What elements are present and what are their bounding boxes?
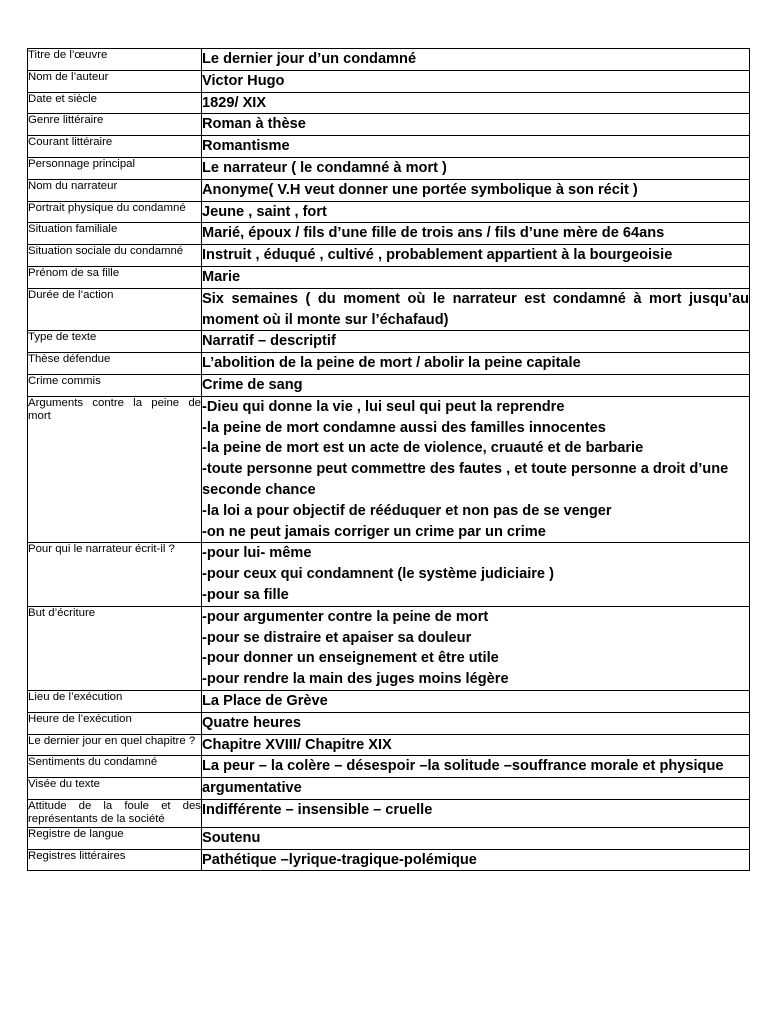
row-type-texte (28, 331, 750, 353)
value-line: -on ne peut jamais corriger un crime par un crime (202, 523, 546, 540)
value-line: Six semaines ( du moment où le narrateur est condamné à mort jusqu’au moment où il monte sur l’échafaud) (202, 290, 749, 328)
value-line: Victor Hugo (202, 72, 285, 89)
value-line: Soutenu (202, 829, 261, 846)
summary-table-body (28, 49, 750, 871)
row-pour-qui (28, 543, 750, 606)
value-narrateur (202, 179, 750, 201)
value-line: -pour se distraire et apaiser sa douleur (202, 629, 472, 646)
value-date (202, 92, 750, 114)
value-situation-familiale (202, 223, 750, 245)
value-registres-litteraires (202, 849, 750, 871)
value-line: -toute personne peut commettre des fautes , et toute personne a droit d’une seconde chance (202, 461, 729, 498)
value-crime (202, 374, 750, 396)
label-narrateur: Nom du narrateur (28, 179, 202, 201)
row-crime (28, 374, 750, 396)
label-duree: Durée de l’action (28, 288, 202, 331)
row-date (28, 92, 750, 114)
value-line: Narratif – descriptif (202, 333, 336, 350)
value-situation-sociale (202, 245, 750, 267)
value-line: La Place de Grève (202, 692, 328, 709)
value-line: Romantisme (202, 138, 290, 155)
value-pour-qui (202, 543, 750, 606)
label-genre: Genre littéraire (28, 114, 202, 136)
label-lieu: Lieu de l’exécution (28, 690, 202, 712)
label-registres-litteraires: Registres littéraires (28, 849, 202, 871)
value-line: Marié, époux / fils d’une fille de trois ans / fils d’une mère de 64ans (202, 225, 665, 242)
label-attitude: Attitude de la foule et des représentants de la société (28, 799, 201, 826)
row-personnage (28, 157, 750, 179)
label-pour-qui: Pour qui le narrateur écrit-il ? (28, 543, 202, 606)
label-registre-langue: Registre de langue (28, 827, 202, 849)
value-sentiments (202, 756, 750, 778)
label-situation-familiale: Situation familiale (28, 223, 202, 245)
value-line: argumentative (202, 780, 302, 797)
value-arguments (202, 396, 750, 543)
value-line: Le narrateur ( le condamné à mort ) (202, 159, 447, 176)
label-situation-sociale: Situation sociale du condamné (28, 245, 202, 267)
row-attitude (28, 799, 750, 827)
row-lieu (28, 690, 750, 712)
value-portrait (202, 201, 750, 223)
row-heure (28, 712, 750, 734)
row-visee (28, 778, 750, 800)
label-but: But d’écriture (28, 606, 202, 690)
value-line: -la loi a pour objectif de rééduquer et non pas de se venger (202, 502, 612, 519)
label-personnage: Personnage principal (28, 157, 202, 179)
value-line: -Dieu qui donne la vie , lui seul qui peut la reprendre (202, 398, 565, 415)
value-lieu (202, 690, 750, 712)
value-line: Chapitre XVIII/ Chapitre XIX (202, 736, 392, 753)
value-auteur (202, 70, 750, 92)
row-registres-litteraires (28, 849, 750, 871)
row-auteur (28, 70, 750, 92)
value-registre-langue (202, 827, 750, 849)
value-line: Anonyme( V.H veut donner une portée symbolique à son récit ) (202, 181, 638, 198)
value-line: Le dernier jour d’un condamné (202, 51, 417, 67)
value-line: Roman à thèse (202, 116, 306, 133)
row-duree (28, 288, 750, 331)
value-line: Quatre heures (202, 714, 301, 731)
value-line: 1829/ XIX (202, 94, 267, 111)
label-chapitre: Le dernier jour en quel chapitre ? (28, 734, 202, 756)
value-courant (202, 136, 750, 158)
value-line: Pathétique –lyrique-tragique-polémique (202, 851, 477, 868)
label-heure: Heure de l’exécution (28, 712, 202, 734)
value-type-texte (202, 331, 750, 353)
value-line: -la peine de mort est un acte de violence, cruauté et de barbarie (202, 440, 644, 457)
row-narrateur (28, 179, 750, 201)
summary-table (27, 48, 750, 871)
value-line: -pour donner un enseignement et être utile (202, 650, 499, 667)
value-line: -pour sa fille (202, 586, 289, 603)
value-genre (202, 114, 750, 136)
value-line: Crime de sang (202, 376, 303, 393)
label-courant: Courant littéraire (28, 136, 202, 158)
value-prenom-fille (202, 266, 750, 288)
value-visee (202, 778, 750, 800)
row-registre-langue (28, 827, 750, 849)
value-line: Instruit , éduqué , cultivé , probablement appartient à la bourgeoisie (202, 247, 673, 264)
value-heure (202, 712, 750, 734)
row-portrait (28, 201, 750, 223)
row-situation-sociale (28, 245, 750, 267)
value-these (202, 353, 750, 375)
row-these (28, 353, 750, 375)
value-line: -pour argumenter contre la peine de mort (202, 608, 489, 625)
label-arguments: Arguments contre la peine de mort (28, 396, 202, 543)
label-these: Thèse défendue (28, 353, 202, 375)
row-genre (28, 114, 750, 136)
row-titre (28, 49, 750, 71)
label-auteur: Nom de l’auteur (28, 70, 202, 92)
value-titre (202, 49, 750, 71)
value-line: Marie (202, 268, 241, 285)
label-titre: Titre de l’œuvre (28, 49, 202, 71)
value-attitude (202, 799, 750, 827)
value-line: -pour lui- même (202, 545, 312, 562)
value-personnage (202, 157, 750, 179)
row-chapitre (28, 734, 750, 756)
value-line: Indifférente – insensible – cruelle (202, 801, 433, 818)
row-sentiments (28, 756, 750, 778)
value-line: -la peine de mort condamne aussi des familles innocentes (202, 419, 606, 436)
value-line: L’abolition de la peine de mort / abolir la peine capitale (202, 355, 581, 372)
value-line: -pour rendre la main des juges moins légère (202, 671, 509, 688)
value-line: La peur – la colère – désespoir –la solitude –souffrance morale et physique (202, 758, 724, 775)
label-crime: Crime commis (28, 374, 202, 396)
value-line: -pour ceux qui condamnent (le système judiciaire ) (202, 566, 554, 583)
label-visee: Visée du texte (28, 778, 202, 800)
value-chapitre (202, 734, 750, 756)
value-line: Jeune , saint , fort (202, 203, 327, 220)
label-date: Date et siècle (28, 92, 202, 114)
label-prenom-fille: Prénom de sa fille (28, 266, 202, 288)
label-sentiments: Sentiments du condamné (28, 756, 202, 778)
row-prenom-fille (28, 266, 750, 288)
row-arguments (28, 396, 750, 543)
row-situation-familiale (28, 223, 750, 245)
label-type-texte: Type de texte (28, 331, 202, 353)
row-courant (28, 136, 750, 158)
value-duree (202, 288, 750, 331)
value-but (202, 606, 750, 690)
label-portrait: Portrait physique du condamné (28, 201, 202, 223)
row-but (28, 606, 750, 690)
